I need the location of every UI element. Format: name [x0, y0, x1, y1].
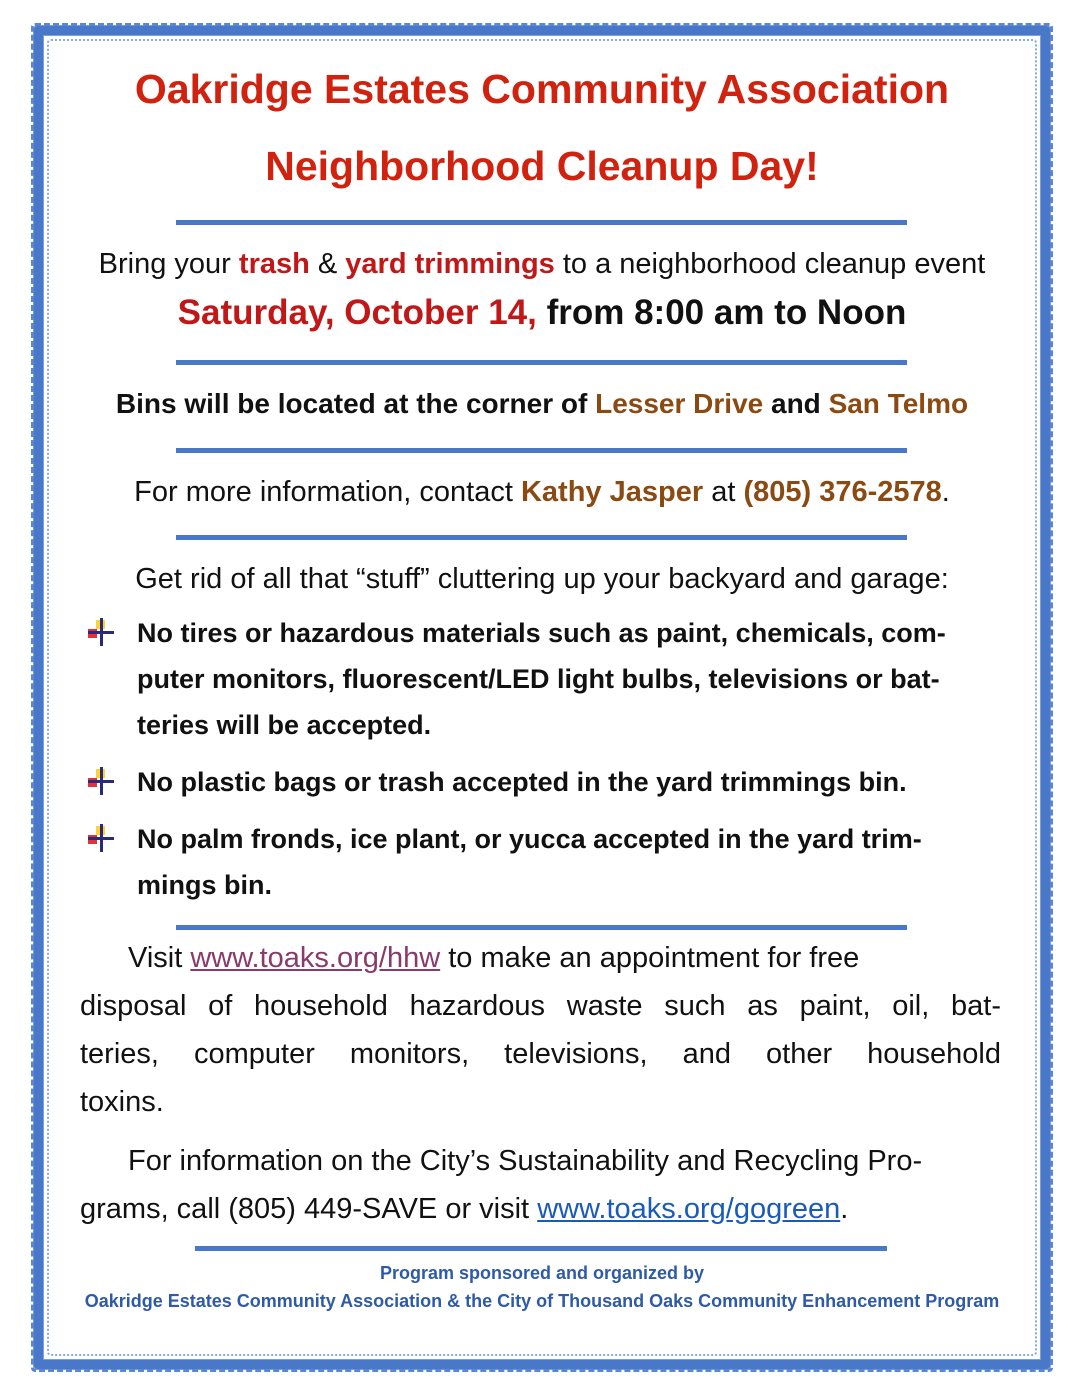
- footer-organizers: Oakridge Estates Community Association & the City of Thousand Oaks Community Enhancement Program: [84, 1291, 1000, 1311]
- event-time: from 8:00 am to Noon: [536, 293, 907, 332]
- contact-name: Kathy Jasper: [520, 476, 704, 508]
- list-item: No palm fronds, ice plant, or yucca accepted in the yard trim- mings bin.: [86, 816, 1046, 908]
- list-item: No plastic bags or trash accepted in the yard trimmings bin.: [86, 759, 1046, 805]
- street-san-telmo: San Telmo: [828, 388, 969, 419]
- title-line-2: Neighborhood Cleanup Day!: [265, 143, 819, 189]
- location-text: Bins will be located at the corner of Lesser Drive and San Telmo: [115, 388, 969, 419]
- divider: [176, 448, 907, 453]
- street-lesser: Lesser Drive: [595, 388, 764, 419]
- yard-highlight: yard trimmings: [345, 248, 555, 280]
- bullet-cross-icon: [86, 767, 116, 797]
- bullet-cross-icon: [86, 824, 116, 854]
- bullet-cross-icon: [86, 618, 116, 648]
- divider: [176, 925, 907, 930]
- contact-text: For more information, contact Kathy Jasper at (805) 376-2578.: [134, 476, 950, 508]
- divider: [176, 220, 907, 225]
- divider: [176, 535, 907, 540]
- event-date-time: [40, 293, 1044, 333]
- green-paragraph: For information on the City’s Sustainability and Recycling Pro- grams, call (805) 449-SAVE or visit www.toaks.org/gogreen.: [80, 1145, 923, 1225]
- event-date: Saturday, October 14,: [177, 293, 537, 332]
- list-item: No tires or hazardous materials such as paint, chemicals, com- puter monitors, fluorescent/LED light bulbs, televisions or bat- teries will be accepted.: [86, 610, 1046, 748]
- gogreen-link[interactable]: www.toaks.org/gogreen: [537, 1193, 841, 1225]
- title-line-1: Oakridge Estates Community Association: [134, 66, 950, 112]
- hhw-link[interactable]: www.toaks.org/hhw: [190, 942, 441, 974]
- rules-intro: Get rid of all that “stuff” cluttering up your backyard and garage:: [135, 563, 949, 595]
- hhw-paragraph: Visit www.toaks.org/hhw to make an appointment for free disposal of household hazardous waste such as paint, oil, bat- teries, computer monitors, televisions, and other household toxins.: [80, 942, 1001, 1118]
- intro-text: Bring your trash & yard trimmings to a neighborhood cleanup event: [98, 248, 986, 280]
- divider: [176, 360, 907, 365]
- divider: [195, 1246, 887, 1251]
- contact-phone: (805) 376-2578: [743, 476, 942, 508]
- trash-highlight: trash: [238, 248, 310, 280]
- footer-sponsor: Program sponsored and organized by: [379, 1263, 705, 1283]
